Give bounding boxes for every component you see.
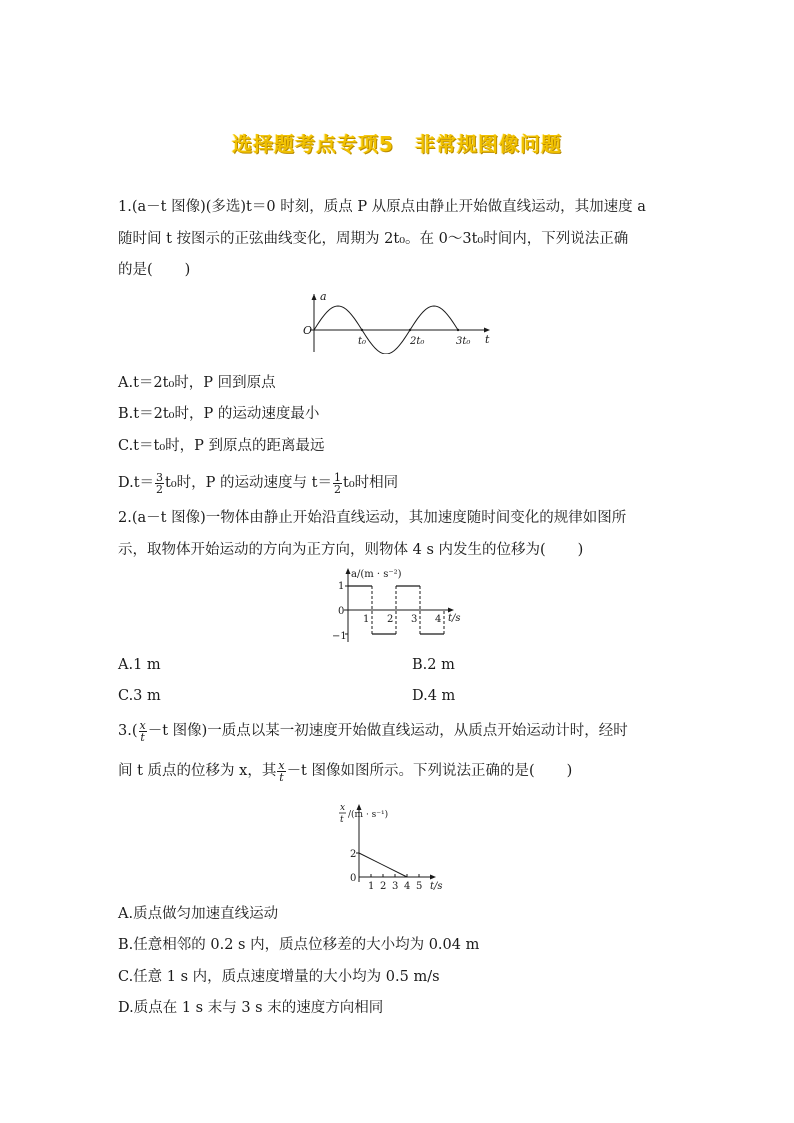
q3-stem-line2 — [118, 758, 572, 784]
fraction-numerator: x — [278, 758, 285, 772]
q1-option-d-mid: t₀时，P 的运动速度与 t＝ — [165, 475, 332, 491]
q1-stem-line3 — [118, 260, 190, 280]
q2-y-arrow — [346, 568, 351, 574]
q3-x-tick: 3 — [392, 881, 399, 892]
q3-stem-close: ) — [566, 763, 573, 779]
q2-x-arrow — [448, 608, 454, 613]
q3-option-c[interactable]: C.任意 1 s 内，质点速度增量的大小均为 0.5 m/s — [118, 969, 440, 985]
q1-option-d-post: t₀时相同 — [343, 475, 399, 491]
fraction-numerator: x — [139, 718, 146, 732]
q3-x-tick: 2 — [380, 881, 387, 892]
q3-y-label-numerator: x — [340, 803, 346, 813]
q1-stem-text: 的是( — [118, 262, 153, 278]
q3-xt-graph — [330, 800, 460, 894]
q3-x-tick: 4 — [404, 881, 411, 892]
q1-x-arrow — [484, 328, 490, 333]
q2-acceleration-graph — [320, 566, 470, 644]
q3-stem-line1 — [118, 718, 628, 744]
q3-data-line — [359, 853, 407, 877]
q3-option-a[interactable]: A.质点做匀加速直线运动 — [118, 906, 279, 922]
q2-y-label: a/(m · s⁻²) — [351, 569, 402, 580]
q3-stem-fraction — [277, 760, 285, 783]
q1-option-a[interactable]: A.t＝2t₀时，P 回到原点 — [118, 375, 276, 391]
q2-stem-line1: 2.(a－t 图像)一物体由静止开始沿直线运动，其加速度随时间变化的规律如图所 — [118, 510, 627, 526]
q1-tick-label: 2t₀ — [410, 336, 425, 347]
q3-y-tick: 0 — [350, 873, 357, 884]
q1-tick-label: 3t₀ — [456, 336, 471, 347]
q3-x-label: t/s — [430, 881, 443, 892]
q1-option-d[interactable] — [118, 470, 398, 496]
q1-y-label: a — [320, 290, 327, 303]
q3-stem-post: －t 图像)一质点以某一初速度开始做直线运动，从质点开始运动计时，经时 — [147, 723, 628, 739]
q1-option-d-fraction — [155, 472, 164, 495]
fraction-denominator: 2 — [156, 482, 164, 496]
q2-x-tick: 2 — [387, 614, 394, 625]
fraction-denominator: t — [140, 730, 145, 744]
q1-stem-line2: 随时间 t 按图示的正弦曲线变化，周期为 2t₀。在 0～3t₀时间内，下列说法正确 — [118, 231, 629, 247]
q3-x-tick: 1 — [368, 881, 375, 892]
q3-x-tick: 5 — [416, 881, 423, 892]
q3-option-b[interactable]: B.任意相邻的 0.2 s 内，质点位移差的大小均为 0.04 m — [118, 937, 480, 953]
q1-tick-label: t₀ — [358, 336, 367, 347]
q1-sine-graph — [296, 288, 496, 354]
q1-zero-crossing-point — [361, 329, 363, 331]
q3-y-tick: 2 — [350, 849, 357, 860]
fraction-denominator: 2 — [334, 482, 341, 496]
q2-option-a[interactable]: A.1 m — [118, 657, 161, 673]
q1-option-c[interactable]: C.t＝t₀时，P 到原点的距离最远 — [118, 438, 325, 454]
q3-y-unit: /(m · s⁻¹) — [348, 810, 389, 820]
q3-stem-fraction — [139, 720, 147, 743]
q1-option-b[interactable]: B.t＝2t₀时，P 的运动速度最小 — [118, 406, 320, 422]
q3-option-d[interactable]: D.质点在 1 s 末与 3 s 末的速度方向相同 — [118, 1000, 384, 1016]
q2-option-c[interactable]: C.3 m — [118, 688, 161, 704]
q2-x-label: t/s — [448, 613, 461, 624]
q2-y-tick: 0 — [338, 606, 345, 617]
q1-zero-crossing-point — [409, 329, 411, 331]
q2-y-tick: 1 — [338, 581, 345, 592]
fraction-numerator: 3 — [156, 470, 164, 484]
q3-stem-post: －t 图像如图所示。下列说法正确的是( — [286, 763, 535, 779]
q1-zero-crossing-point — [457, 329, 459, 331]
q2-x-tick: 4 — [435, 614, 442, 625]
q1-origin-label: O — [303, 324, 313, 337]
q1-option-d-pre: D.t＝ — [118, 475, 155, 491]
q3-stem-pre: 3.( — [118, 723, 138, 739]
q2-stem-close: ) — [577, 542, 584, 558]
q3-stem-pre: 间 t 质点的位移为 x，其 — [118, 763, 277, 779]
q1-stem-line1: 1.(a－t 图像)(多选)t＝0 时刻，质点 P 从原点由静止开始做直线运动，其加速度 a — [118, 199, 646, 215]
page-title: 选择题考点专项5 非常规图像问题 — [232, 132, 562, 156]
q2-stem-line2 — [118, 540, 583, 560]
q1-option-d-fraction — [333, 472, 342, 495]
q1-y-arrow — [312, 294, 317, 300]
fraction-numerator: 1 — [334, 470, 341, 484]
q2-x-tick: 1 — [363, 614, 370, 625]
q2-option-d[interactable]: D.4 m — [412, 688, 456, 704]
q1-x-label: t — [485, 333, 490, 346]
q1-stem-close: ) — [184, 262, 191, 278]
q3-y-label-denominator: t — [340, 815, 344, 825]
q2-option-b[interactable]: B.2 m — [412, 657, 455, 673]
q3-x-arrow — [430, 875, 436, 880]
q3-linear-plot — [356, 853, 419, 877]
q2-x-tick: 3 — [411, 614, 418, 625]
fraction-denominator: t — [279, 770, 284, 784]
q2-stem-text: 示，取物体开始运动的方向为正方向，则物体 4 s 内发生的位移为( — [118, 542, 546, 558]
q2-y-tick: −1 — [332, 631, 347, 642]
